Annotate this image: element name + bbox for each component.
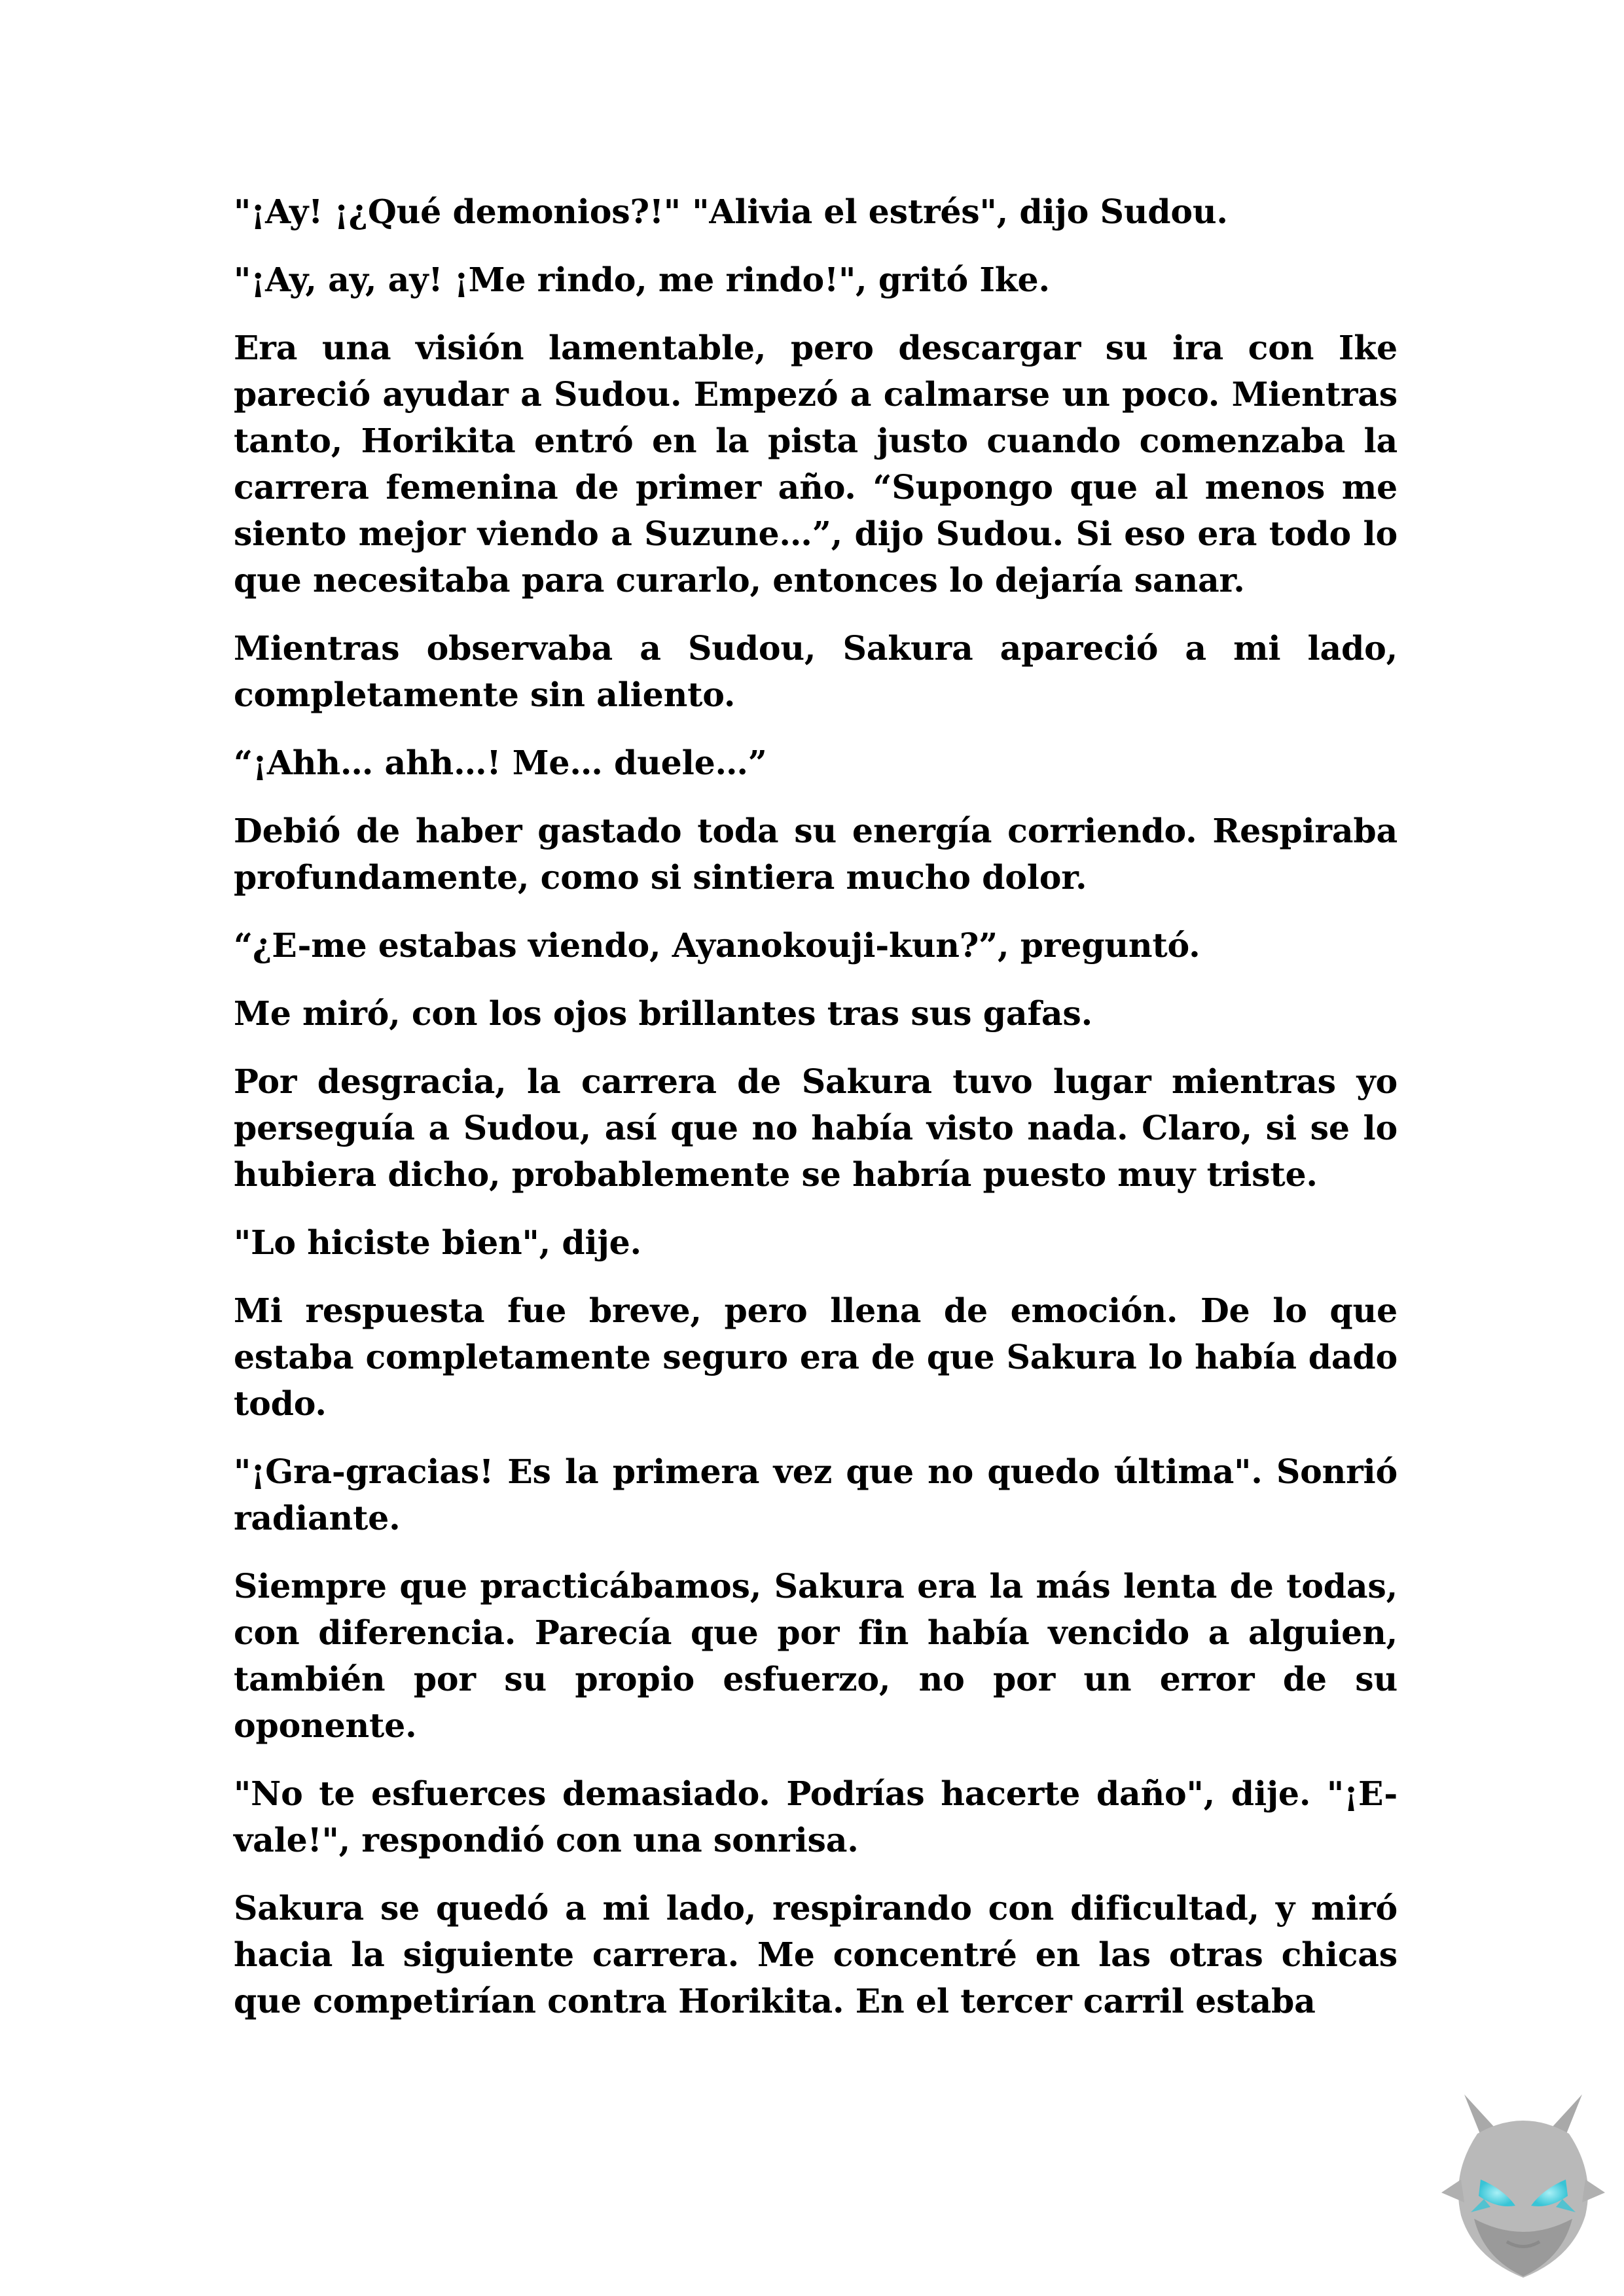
paragraph: “¿E-me estabas viendo, Ayanokouji-kun?”, preguntó.: [234, 926, 1200, 965]
paragraph: “¡Ahh… ahh…! Me… duele…”: [234, 744, 767, 782]
paragraph: Mientras observaba a Sudou, Sakura apareció a mi lado, completamente sin aliento.: [234, 629, 1398, 714]
paragraph: Sakura se quedó a mi lado, respirando con dificultad, y miró hacia la siguiente carrera. Me concentré en las otras chicas que competirían contra Horikita. En el tercer carril estaba: [234, 1889, 1398, 2020]
paragraph: "Lo hiciste bien", dije.: [234, 1223, 641, 1262]
demon-head-icon: [1438, 2081, 1608, 2284]
paragraph: Por desgracia, la carrera de Sakura tuvo lugar mientras yo perseguía a Sudou, así que no había visto nada. Claro, si se lo hubiera dicho, probablemente se habría puesto muy triste.: [234, 1062, 1398, 1194]
paragraph: "¡Ay! ¡¿Qué demonios?!" "Alivia el estrés", dijo Sudou.: [234, 192, 1228, 231]
text-column: [234, 188, 1398, 2046]
paragraph: Siempre que practicábamos, Sakura era la más lenta de todas, con diferencia. Parecía que por fin había vencido a alguien, también por su propio esfuerzo, no por un error de su oponente.: [234, 1567, 1398, 1745]
paragraph: Me miró, con los ojos brillantes tras sus gafas.: [234, 994, 1093, 1033]
paragraph: Era una visión lamentable, pero descargar su ira con Ike pareció ayudar a Sudou. Empezó a calmarse un poco. Mientras tanto, Horikita entró en la pista justo cuando comenzaba la carrera femenina de primer año. “Supongo que al menos me siento mejor viendo a Suzune…”, dijo Sudou. Si eso era todo lo que necesitaba para curarlo, entonces lo dejaría sanar.: [234, 329, 1398, 600]
paragraph: "¡Ay, ay, ay! ¡Me rindo, me rindo!", gritó Ike.: [234, 260, 1050, 299]
paragraph: Mi respuesta fue breve, pero llena de emoción. De lo que estaba completamente seguro era de que Sakura lo había dado todo.: [234, 1291, 1398, 1423]
paragraph: Debió de haber gastado toda su energía corriendo. Respiraba profundamente, como si sintiera mucho dolor.: [234, 812, 1398, 897]
paragraph: "No te esfuerces demasiado. Podrías hacerte daño", dije. "¡E-vale!", respondió con una sonrisa.: [234, 1774, 1398, 1859]
paragraph: "¡Gra-gracias! Es la primera vez que no quedo última". Sonrió radiante.: [234, 1452, 1398, 1537]
